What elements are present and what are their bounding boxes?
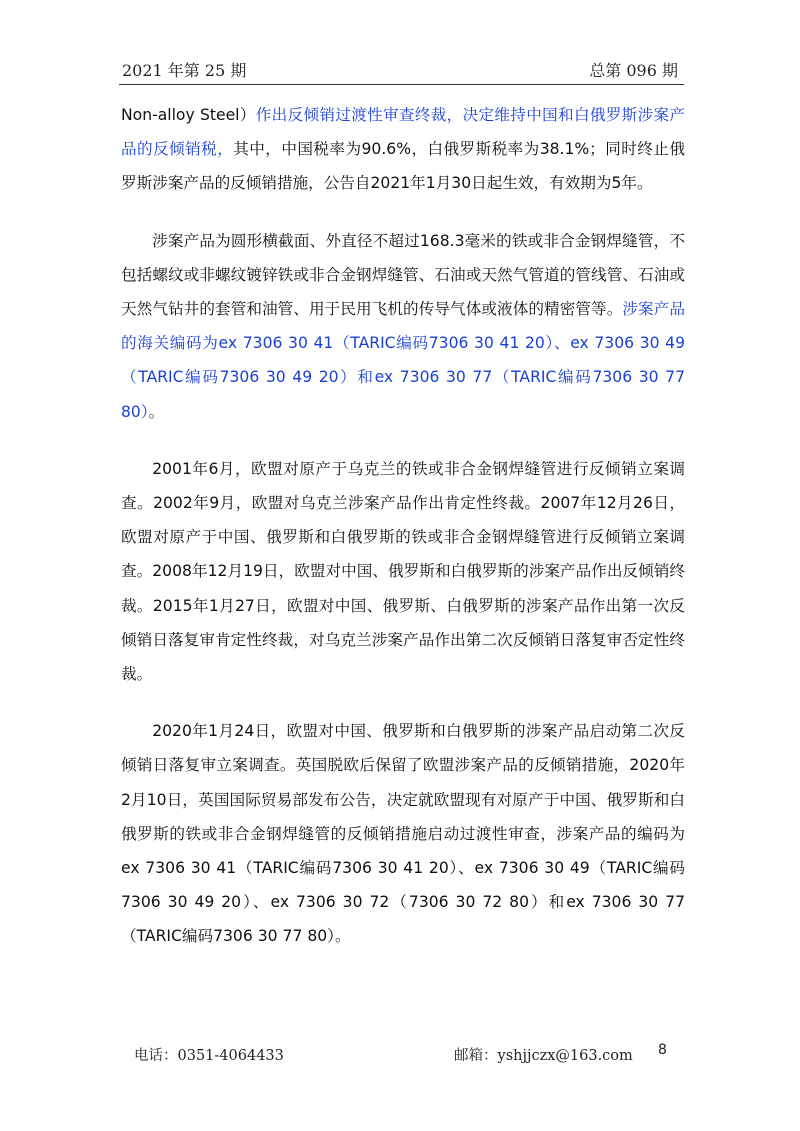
paragraph-2-highlight: 涉案产品的海关编码为ex 7306 30 41（TARIC编码7306 30 41 20）、ex 7306 30 49（TARIC编码7306 30 49 20）和ex 7306 30 77（TARIC编码7306 30 77 80） — [121, 300, 685, 421]
paragraph-2-end: 。 — [148, 402, 165, 421]
paragraph-2 — [121, 224, 685, 429]
page-number: 8 — [658, 1042, 667, 1058]
issue-label: 2021 年第 25 期 — [122, 61, 247, 80]
article-body — [121, 98, 685, 977]
footer-phone: 电话：0351-4064433 — [134, 1048, 284, 1064]
paragraph-1 — [121, 98, 685, 201]
paragraph-1-highlight: 作出反倾销过渡性审查终裁，决定维持中国和白俄罗斯涉案产品的反倾销税， — [121, 106, 685, 159]
paragraph-3: 2001年6月，欧盟对原产于乌克兰的铁或非合金钢焊缝管进行反倾销立案调查。2002年9月，欧盟对乌克兰涉案产品作出肯定性终裁。2007年12月26日，欧盟对原产于中国、俄罗斯和白俄罗斯的铁或非合金钢焊缝管进行反倾销立案调查。2008年12月19日，欧盟对中国、俄罗斯和白俄罗斯的涉案产品作出反倾销终裁。2015年1月27日，欧盟对中国、俄罗斯、白俄罗斯的涉案产品作出第一次反倾销日落复审肯定性终裁，对乌克兰涉案产品作出第二次反倾销日落复审否定性终裁。 — [121, 459, 685, 684]
header-divider — [119, 84, 684, 85]
footer-email: 邮箱：yshjjczx@163.com — [454, 1048, 633, 1064]
paragraph-1-rest: 其中，中国税率为90.6%，白俄罗斯税率为38.1%；同时终止俄罗斯涉案产品的反倾销措施，公告自2021年1月30日起生效，有效期为5年。 — [121, 140, 685, 193]
paragraph-1-lead: Non-alloy Steel） — [121, 106, 256, 124]
page-footer — [134, 1044, 674, 1068]
total-issue-label: 总第 096 期 — [589, 61, 678, 80]
page-header — [120, 56, 682, 86]
paragraph-2-text: 涉案产品为圆形横截面、外直径不超过168.3毫米的铁或非合金钢焊缝管，不包括螺纹或非螺纹镀锌铁或非合金钢焊缝管、石油或天然气管道的管线管、石油或天然气钻井的套管和油管、用于民用飞机的传导气体或液体的精密管等。 — [121, 231, 685, 319]
paragraph-4: 2020年1月24日，欧盟对中国、俄罗斯和白俄罗斯的涉案产品启动第二次反倾销日落复审立案调查。英国脱欧后保留了欧盟涉案产品的反倾销措施，2020年2月10日，英国国际贸易部发布公告，决定就欧盟现有对原产于中国、俄罗斯和白俄罗斯的铁或非合金钢焊缝管的反倾销措施启动过渡性审查，涉案产品的编码为ex 7306 30 41（TARIC编码7306 30 41 20）、ex 7306 30 49（TARIC编码7306 30 49 20）、ex 7306 30 72（7306 30 72 80）和ex 7306 30 77（TARIC编码7306 30 77 80）。 — [121, 722, 685, 946]
